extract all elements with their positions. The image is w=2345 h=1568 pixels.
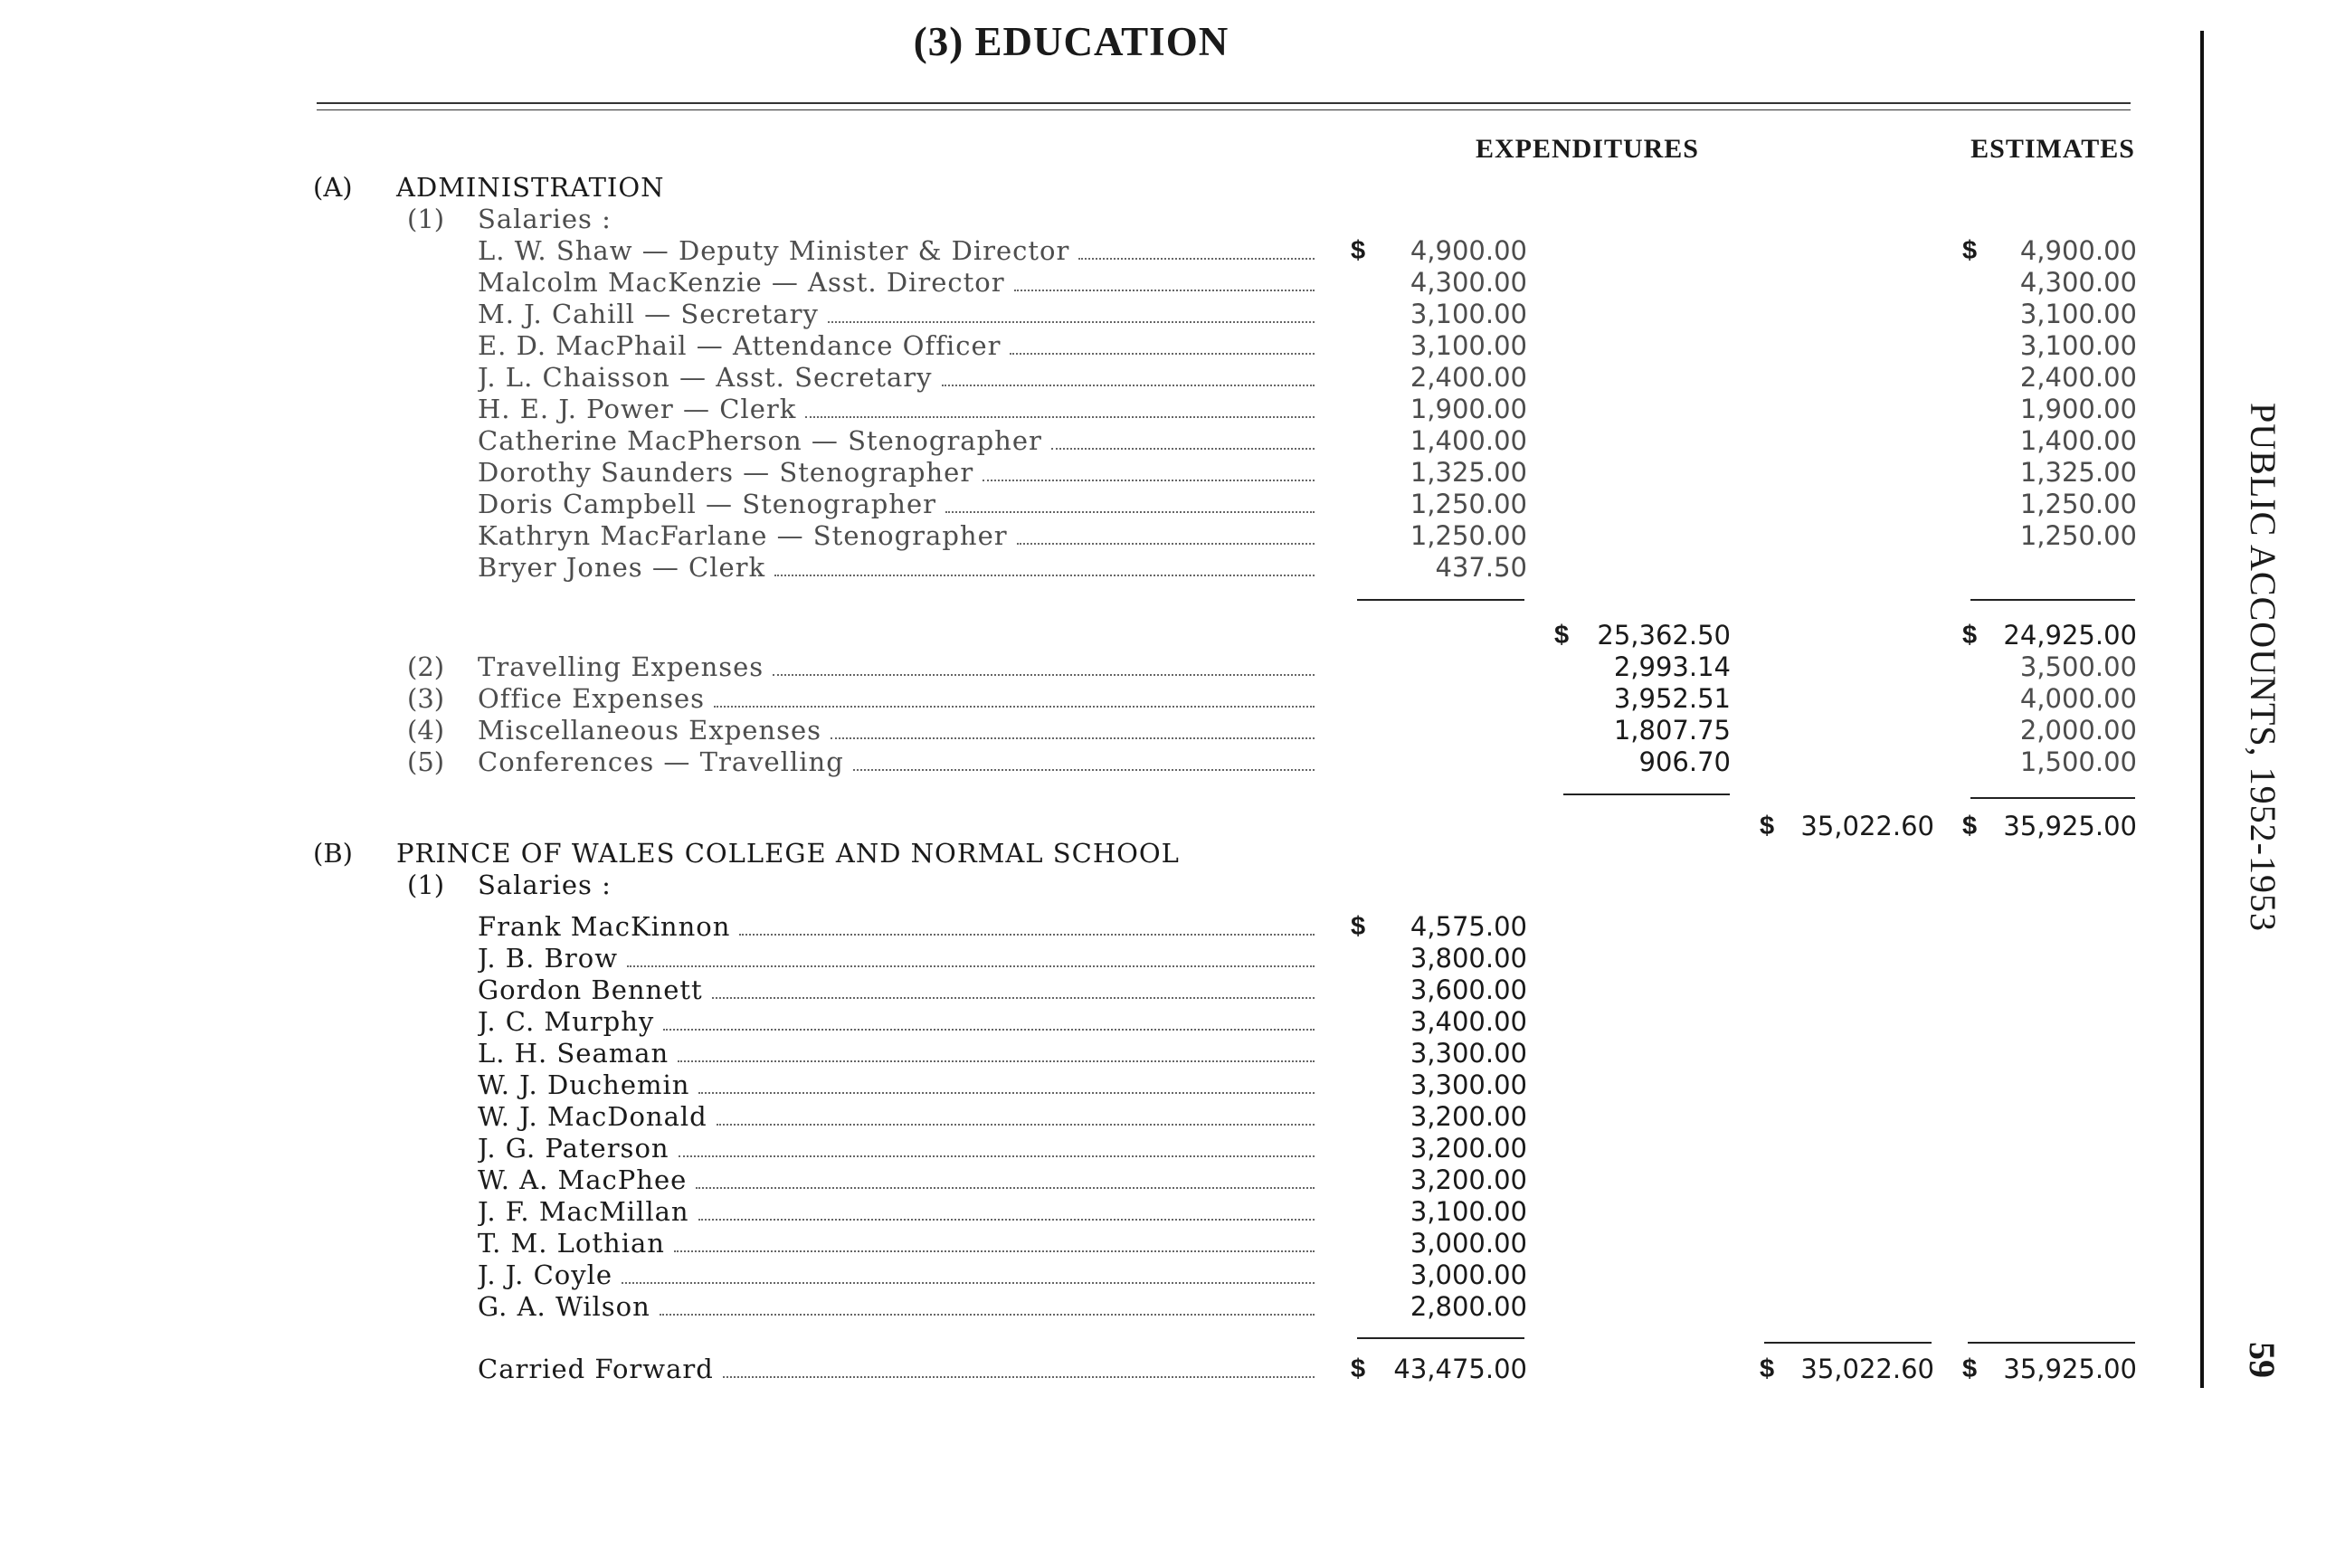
salary-name-text: J. C. Murphy [478, 1006, 655, 1037]
estimates-total-rule [1970, 797, 2135, 799]
salary-row [0, 1038, 2171, 1069]
salary-estimate: 2,400.00 [2019, 362, 2137, 393]
salary-name-text: Frank MacKinnon [478, 911, 731, 942]
salary-row [0, 235, 2171, 267]
section-b-salaries-label: Salaries : [478, 870, 612, 900]
expenses-total-rule [1563, 794, 1730, 795]
salary-name [478, 299, 1315, 330]
expense-amount: 3,952.51 [1613, 683, 1731, 714]
salary-row [0, 362, 2171, 394]
dotted-leader [1051, 442, 1315, 450]
dotted-leader [714, 700, 1315, 708]
dollar-sign: $ [1760, 812, 1775, 841]
salary-amount: 1,900.00 [1410, 394, 1527, 424]
salary-row [0, 1069, 2171, 1101]
salary-row [0, 1259, 2171, 1291]
salary-row [0, 943, 2171, 974]
carried-forward-amount: 43,475.00 [1393, 1354, 1527, 1384]
section-a-salaries-heading [0, 204, 2171, 235]
dotted-leader [828, 316, 1315, 323]
dotted-leader [678, 1055, 1315, 1062]
expense-amount: 906.70 [1638, 746, 1731, 777]
salary-name-text: Kathryn MacFarlane — Stenographer [478, 520, 1008, 551]
salaries-subtotal-rule [1357, 599, 1524, 601]
salary-name-text: L. H. Seaman [478, 1038, 669, 1069]
expense-name-text: Miscellaneous Expenses [478, 715, 822, 746]
salary-name [478, 362, 1315, 394]
expense-name-text: Office Expenses [478, 683, 705, 714]
salary-estimate: 1,400.00 [2019, 425, 2137, 456]
expense-estimate: 3,500.00 [2019, 651, 2137, 682]
salary-amount: 3,200.00 [1410, 1101, 1527, 1132]
salary-name-text: Doris Campbell — Stenographer [478, 489, 937, 519]
salary-amount: 1,325.00 [1410, 457, 1527, 488]
dotted-leader [1010, 347, 1315, 355]
salary-amount: 4,300.00 [1410, 267, 1527, 298]
dotted-leader [674, 1245, 1315, 1252]
dotted-leader [983, 474, 1315, 481]
salary-name [478, 267, 1315, 299]
expense-amount: 2,993.14 [1613, 651, 1731, 682]
expense-name [478, 651, 1315, 683]
salary-amount: 2,800.00 [1410, 1291, 1527, 1322]
salary-estimate: 1,250.00 [2019, 520, 2137, 551]
salary-row [0, 457, 2171, 489]
dollar-sign: $ [1554, 621, 1570, 650]
dotted-leader [942, 379, 1315, 386]
dotted-leader [663, 1023, 1315, 1031]
salary-name [478, 457, 1315, 489]
dollar-sign: $ [1760, 1354, 1775, 1383]
dotted-leader [717, 1118, 1315, 1126]
salary-name [478, 1006, 1315, 1038]
salary-estimate: 1,250.00 [2019, 489, 2137, 519]
dotted-leader [1017, 537, 1315, 545]
salary-estimate: 3,100.00 [2019, 330, 2137, 361]
salary-row [0, 425, 2171, 457]
salary-name-text: J. J. Coyle [478, 1259, 613, 1290]
salary-estimate: 1,900.00 [2019, 394, 2137, 424]
dotted-leader [723, 1371, 1315, 1378]
salary-row [0, 974, 2171, 1006]
salary-name [478, 330, 1315, 362]
section-a-total: 35,022.60 [1800, 811, 1934, 841]
expense-estimate: 2,000.00 [2019, 715, 2137, 746]
dotted-leader [773, 669, 1315, 676]
salary-amount: 3,400.00 [1410, 1006, 1527, 1037]
expense-mark: (4) [407, 715, 445, 746]
salary-amount: 3,800.00 [1410, 943, 1527, 974]
dotted-leader [698, 1213, 1315, 1221]
salary-row [0, 1133, 2171, 1164]
salary-amount: 4,575.00 [1410, 911, 1527, 942]
salary-amount: 1,400.00 [1410, 425, 1527, 456]
expense-name [478, 683, 1315, 715]
dotted-leader [660, 1308, 1315, 1316]
carried-forward-label [478, 1354, 1315, 1385]
expense-name-text: Travelling Expenses [478, 651, 764, 682]
salary-name-text: W. A. MacPhee [478, 1164, 688, 1195]
salary-name [478, 489, 1315, 520]
salary-estimate: 3,100.00 [2019, 299, 2137, 329]
expense-estimate: 4,000.00 [2019, 683, 2137, 714]
salary-name-text: J. B. Brow [478, 943, 619, 974]
salary-row [0, 330, 2171, 362]
salary-row [0, 520, 2171, 552]
salary-amount: 3,100.00 [1410, 330, 1527, 361]
section-b-heading [0, 838, 2171, 870]
dollar-sign: $ [1351, 912, 1366, 941]
dotted-leader [805, 411, 1315, 418]
salary-row [0, 1164, 2171, 1196]
salary-name-text: J. G. Paterson [478, 1133, 669, 1164]
section-b-salaries-mark: (1) [407, 870, 445, 900]
section-b-title: PRINCE OF WALES COLLEGE AND NORMAL SCHOOL [396, 838, 1180, 869]
expense-amount: 1,807.75 [1613, 715, 1731, 746]
salary-name [478, 552, 1315, 584]
dollar-sign: $ [1962, 1354, 1978, 1383]
salary-name [478, 425, 1315, 457]
title-rule-lower [317, 109, 2131, 110]
salary-name-text: Malcolm MacKenzie — Asst. Director [478, 267, 1005, 298]
dollar-sign: $ [1962, 236, 1978, 265]
expense-row [0, 683, 2171, 715]
salary-name-text: J. F. MacMillan [478, 1196, 689, 1227]
dotted-leader [712, 992, 1315, 999]
section-b-mark: (B) [313, 838, 353, 869]
salary-estimate: 1,325.00 [2019, 457, 2137, 488]
dotted-leader [774, 569, 1315, 576]
dotted-leader [1078, 252, 1315, 260]
expense-mark: (3) [407, 683, 445, 714]
expenditures-heading: EXPENDITURES [1475, 134, 1699, 164]
salary-row [0, 299, 2171, 330]
expense-row [0, 746, 2171, 778]
dollar-sign: $ [1351, 236, 1366, 265]
salary-name [478, 943, 1315, 974]
dollar-sign: $ [1962, 812, 1978, 841]
salary-row [0, 1101, 2171, 1133]
salary-name [478, 1038, 1315, 1069]
expense-row [0, 715, 2171, 746]
salary-estimate: 4,300.00 [2019, 267, 2137, 298]
salaries-subtotal-row [0, 620, 2171, 651]
salary-name-text: Gordon Bennett [478, 974, 703, 1005]
dollar-sign: $ [1962, 621, 1978, 650]
salary-name [478, 1164, 1315, 1196]
dotted-leader [696, 1182, 1315, 1189]
salary-amount: 3,600.00 [1410, 974, 1527, 1005]
salary-name-text: Catherine MacPherson — Stenographer [478, 425, 1042, 456]
salary-name-text: H. E. J. Power — Clerk [478, 394, 797, 424]
salary-amount: 4,900.00 [1410, 235, 1527, 266]
title-rule [317, 102, 2131, 104]
salary-row [0, 552, 2171, 584]
side-rule [2200, 31, 2204, 1388]
salary-row [0, 489, 2171, 520]
salary-amount: 2,400.00 [1410, 362, 1527, 393]
salary-name [478, 1259, 1315, 1291]
expense-mark: (5) [407, 746, 445, 777]
expense-row [0, 651, 2171, 683]
salary-name [478, 1133, 1315, 1164]
salary-estimate: 4,900.00 [2019, 235, 2137, 266]
dotted-leader [739, 928, 1315, 936]
expense-name-text: Conferences — Travelling [478, 746, 844, 777]
salary-amount: 1,250.00 [1410, 489, 1527, 519]
salary-row [0, 267, 2171, 299]
dotted-leader [679, 1150, 1315, 1157]
carried-rule-estimates [1968, 1342, 2135, 1344]
carried-rule-salaries [1357, 1337, 1524, 1339]
salary-name-text: Bryer Jones — Clerk [478, 552, 766, 583]
side-title: PUBLIC ACCOUNTS, 1952-1953 [2243, 403, 2283, 932]
salary-amount: 3,200.00 [1410, 1164, 1527, 1195]
salary-amount: 3,300.00 [1410, 1038, 1527, 1069]
salary-name-text: M. J. Cahill — Secretary [478, 299, 819, 329]
salary-name [478, 1291, 1315, 1323]
estimates-subtotal-rule [1970, 599, 2135, 601]
expense-mark: (2) [407, 651, 445, 682]
salary-amount: 3,100.00 [1410, 299, 1527, 329]
section-b-salaries-heading [0, 870, 2171, 901]
carried-forward-label-text: Carried Forward [478, 1354, 714, 1384]
salary-name-text: T. M. Lothian [478, 1228, 665, 1259]
salary-amount: 437.50 [1435, 552, 1527, 583]
salary-name [478, 974, 1315, 1006]
salary-amount: 3,100.00 [1410, 1196, 1527, 1227]
section-a-mark: (A) [313, 172, 353, 203]
expense-name [478, 746, 1315, 778]
section-a-heading [0, 172, 2171, 204]
section-a-estimate-total: 35,925.00 [2003, 811, 2137, 841]
salary-name [478, 1069, 1315, 1101]
salary-amount: 3,000.00 [1410, 1259, 1527, 1290]
estimates-heading: ESTIMATES [1970, 134, 2135, 164]
salary-name [478, 394, 1315, 425]
salary-name-text: W. J. MacDonald [478, 1101, 707, 1132]
salary-row [0, 394, 2171, 425]
salary-name [478, 911, 1315, 943]
salary-name [478, 1101, 1315, 1133]
page-title: (3) EDUCATION [913, 19, 1229, 64]
salary-row [0, 1196, 2171, 1228]
salary-amount: 3,200.00 [1410, 1133, 1527, 1164]
salary-name-text: L. W. Shaw — Deputy Minister & Director [478, 235, 1070, 266]
salary-name [478, 235, 1315, 267]
section-a-salaries-label: Salaries : [478, 204, 612, 234]
expense-estimate: 1,500.00 [2019, 746, 2137, 777]
salaries-estimate-total: 24,925.00 [2003, 620, 2137, 651]
salary-name-text: J. L. Chaisson — Asst. Secretary [478, 362, 933, 393]
salaries-total: 25,362.50 [1597, 620, 1731, 651]
carried-forward-row [0, 1354, 2171, 1385]
dotted-leader [622, 1277, 1315, 1284]
carried-forward-estimate-total: 35,925.00 [2003, 1354, 2137, 1384]
salary-amount: 3,000.00 [1410, 1228, 1527, 1259]
salary-row [0, 911, 2171, 943]
expense-name [478, 715, 1315, 746]
dotted-leader [853, 764, 1315, 771]
dollar-sign: $ [1351, 1354, 1366, 1383]
salary-row [0, 1291, 2171, 1323]
salary-amount: 1,250.00 [1410, 520, 1527, 551]
salary-row [0, 1228, 2171, 1259]
salary-row [0, 1006, 2171, 1038]
salary-name-text: Dorothy Saunders — Stenographer [478, 457, 974, 488]
salary-name-text: E. D. MacPhail — Attendance Officer [478, 330, 1002, 361]
dotted-leader [831, 732, 1315, 739]
carried-forward-expenditure-total: 35,022.60 [1800, 1354, 1934, 1384]
salary-name-text: W. J. Duchemin [478, 1069, 690, 1100]
salary-amount: 3,300.00 [1410, 1069, 1527, 1100]
dotted-leader [627, 960, 1315, 967]
carried-rule-expenditures [1764, 1342, 1932, 1344]
section-a-title: ADMINISTRATION [396, 172, 665, 203]
salary-name-text: G. A. Wilson [478, 1291, 650, 1322]
dotted-leader [1014, 284, 1315, 291]
salary-name [478, 520, 1315, 552]
salary-name [478, 1196, 1315, 1228]
dotted-leader [945, 506, 1315, 513]
dotted-leader [698, 1087, 1315, 1094]
page-number: 59 [2242, 1342, 2283, 1378]
section-a-salaries-mark: (1) [407, 204, 445, 234]
salary-name [478, 1228, 1315, 1259]
